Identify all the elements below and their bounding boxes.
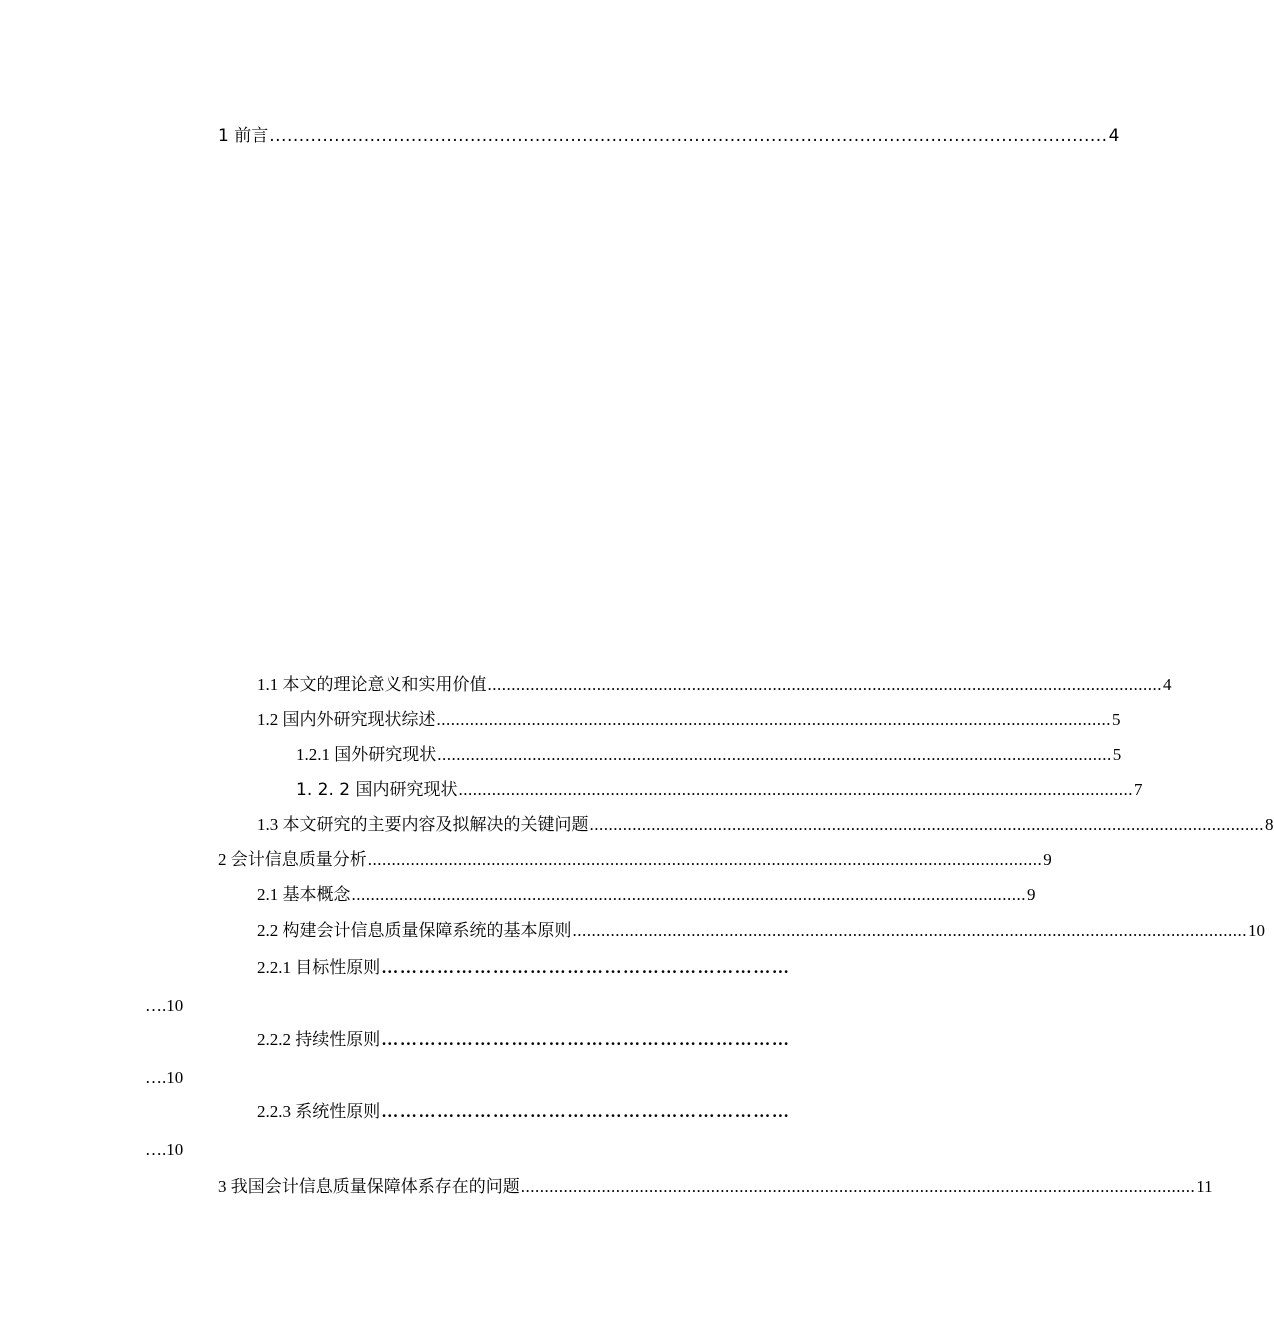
toc-entry-title: 2.2.3 系统性原则 (257, 1102, 381, 1121)
toc-entry-page: 9 (1027, 885, 1036, 904)
toc-leader: .............................................................................................................................................. (458, 780, 1133, 799)
toc-entry-page: 10 (1248, 921, 1265, 940)
toc-entry-continuation: ….10 (145, 1068, 184, 1087)
toc-entry-page: 4 (1108, 126, 1120, 146)
toc-leader: .............................................................................................................................................. (269, 126, 1108, 146)
toc-entry-page: 7 (1133, 780, 1143, 799)
toc-leader: ………………………………………………………… (381, 1030, 791, 1049)
toc-leader: .............................................................................................................................................. (437, 745, 1112, 764)
toc-entry[interactable] (257, 709, 1121, 731)
toc-entry[interactable] (296, 744, 1122, 766)
toc-leader: .............................................................................................................................................. (367, 850, 1043, 869)
toc-entry-title: 1.3 本文研究的主要内容及拟解决的关键问题 (257, 815, 589, 834)
toc-entry[interactable] (218, 1176, 1213, 1198)
toc-leader: .............................................................................................................................................. (487, 675, 1162, 694)
toc-entry-page: 11 (1196, 1177, 1213, 1196)
toc-entry-page: 5 (1112, 745, 1122, 764)
toc-entry[interactable] (257, 814, 1274, 836)
toc-entry[interactable] (257, 884, 1036, 906)
toc-entry-page: 8 (1265, 815, 1274, 834)
toc-entry-page: 4 (1163, 675, 1172, 694)
toc-entry[interactable] (257, 674, 1172, 696)
toc-entry-title: 1.2 国内外研究现状综述 (257, 710, 436, 729)
toc-entry[interactable] (218, 125, 1120, 147)
toc-entry-continuation: ….10 (145, 1140, 184, 1159)
toc-entry-page: 9 (1043, 850, 1052, 869)
toc-leader: .............................................................................................................................................. (589, 815, 1264, 834)
toc-entry[interactable] (218, 849, 1052, 871)
toc-leader: .............................................................................................................................................. (436, 710, 1111, 729)
toc-leader: ………………………………………………………… (381, 958, 791, 977)
toc-entry-title: 1. 2. 2 国内研究现状 (296, 780, 458, 800)
toc-leader: .............................................................................................................................................. (572, 921, 1247, 940)
toc-entry-title: 1.2.1 国外研究现状 (296, 745, 437, 764)
toc-entry-title: 2.1 基本概念 (257, 885, 351, 904)
toc-entry-title: 1 前言 (218, 126, 269, 146)
toc-leader: ………………………………………………………… (381, 1102, 791, 1121)
toc-entry-title: 2.2.1 目标性原则 (257, 958, 381, 977)
toc-entry-title: 2 会计信息质量分析 (218, 850, 367, 869)
toc-entry-title: 2.2 构建会计信息质量保障系统的基本原则 (257, 921, 572, 940)
toc-entry[interactable] (257, 1101, 802, 1123)
toc-leader: .............................................................................................................................................. (351, 885, 1026, 904)
toc-entry-page: 5 (1112, 710, 1121, 729)
toc-leader: .............................................................................................................................................. (520, 1177, 1196, 1196)
toc-entry[interactable] (296, 779, 1143, 801)
toc-entry-title: 2.2.2 持续性原则 (257, 1030, 381, 1049)
toc-entry-title: 1.1 本文的理论意义和实用价值 (257, 675, 487, 694)
toc-entry[interactable] (257, 1029, 802, 1051)
toc-entry-title: 3 我国会计信息质量保障体系存在的问题 (218, 1177, 520, 1196)
toc-entry-continuation: ….10 (145, 996, 184, 1015)
toc-entry[interactable] (257, 920, 1265, 942)
toc-entry[interactable] (257, 957, 802, 979)
